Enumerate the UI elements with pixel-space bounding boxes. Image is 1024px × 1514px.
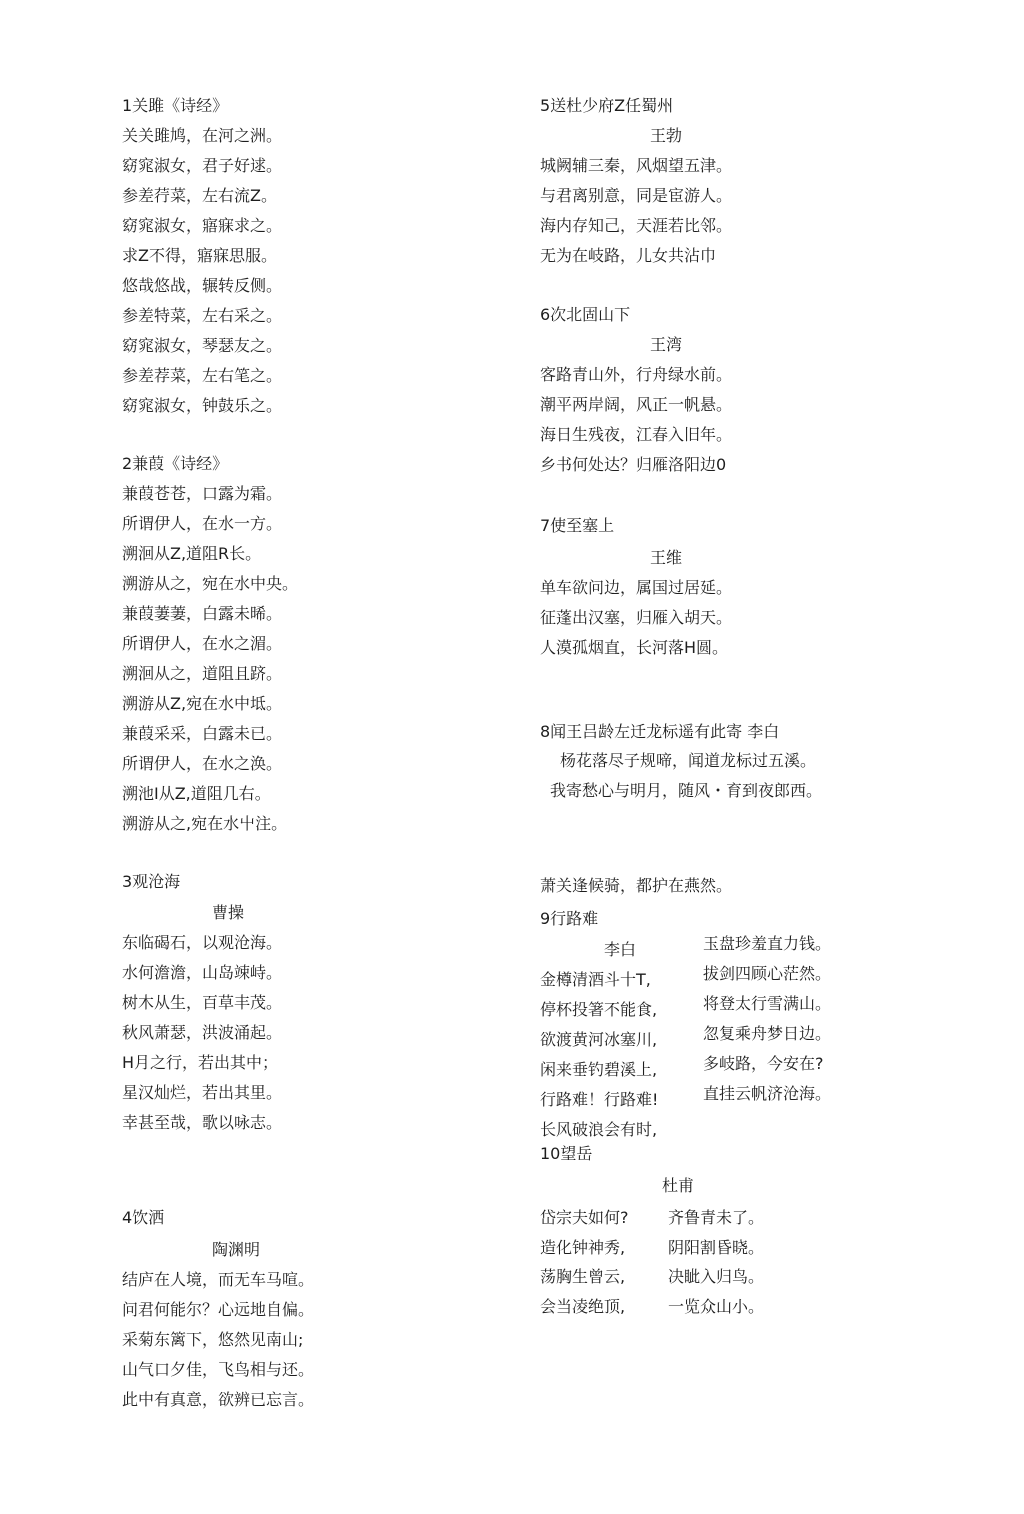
poem5-title: 5送杜少府Z任蜀州 xyxy=(540,96,674,115)
poem-line: 兼葭萋萋，白露未晞。 xyxy=(122,604,283,623)
poem-line: 树木从生，百草丰茂。 xyxy=(122,993,283,1012)
poem5-author: 王勃 xyxy=(650,126,683,145)
poem-line: 乡书何处达？归雁洛阳边0 xyxy=(540,455,727,474)
poem-line: 造化钟神秀, xyxy=(540,1238,626,1257)
poem-line: 幸甚至哉，歌以咏志。 xyxy=(122,1113,283,1132)
poem-line: 多岐路，今安在? xyxy=(703,1054,824,1073)
poem-line: 溯洄从Z,道阻R长。 xyxy=(122,544,262,563)
poem-line: 无为在岐路，儿女共沾巾 xyxy=(540,246,717,265)
poem-line: 窈窕淑女，琴瑟友之。 xyxy=(122,336,283,355)
poem-line: 海日生残夜，江春入旧年。 xyxy=(540,425,733,444)
poem1-title: 1关雎《诗经》 xyxy=(122,96,229,115)
poem-line: 决眦入归鸟。 xyxy=(668,1267,765,1286)
poem-line: 水何澹澹，山岛竦峙。 xyxy=(122,963,283,982)
poem-line: 会当凌绝顶, xyxy=(540,1297,626,1316)
poem3-title: 3观沧海 xyxy=(122,872,181,891)
poem-line: 人漠孤烟直，长河落H圆。 xyxy=(540,638,729,657)
poem-line: 窈窕淑女，君子好逑。 xyxy=(122,156,283,175)
poem9-author: 李白 xyxy=(604,940,637,959)
poem-line: 悠哉悠战，辗转反侧。 xyxy=(122,276,283,295)
poem-line: 参差荇菜，左右流Z。 xyxy=(122,186,277,205)
poem-line: 杨花落尽子规啼，闻道龙标过五溪。 xyxy=(560,751,817,770)
poem-line: 单车欲问边，属国过居延。 xyxy=(540,578,733,597)
poem4-title: 4饮洒 xyxy=(122,1208,165,1227)
poem8-title: 8闻王吕龄左迁龙标遥有此寄 李白 xyxy=(540,722,780,741)
poem7-title: 7使至塞上 xyxy=(540,516,615,535)
poem-line: 征蓬出汉塞，归雁入胡天。 xyxy=(540,608,733,627)
poem-line: 客路青山外，行舟绿水前。 xyxy=(540,365,733,384)
extra-line: 萧关逢候骑，都护在燕然。 xyxy=(540,876,733,895)
poem-line: 齐鲁青未了。 xyxy=(668,1208,765,1227)
poem-line: 拔剑四顾心茫然。 xyxy=(703,964,832,983)
poem-line: 荡胸生曾云, xyxy=(540,1267,626,1286)
poem-line: 城阙辅三秦，风烟望五津。 xyxy=(540,156,733,175)
poem7-author: 王维 xyxy=(650,548,683,567)
poem-line: 关关雎鸠，在河之洲。 xyxy=(122,126,283,145)
poem-line: 溯游从之，宛在水中央。 xyxy=(122,574,299,593)
poem6-author: 王湾 xyxy=(650,335,683,354)
poem10-author: 杜甫 xyxy=(662,1176,695,1195)
poem-line: 采菊东篱下，悠然见南山; xyxy=(122,1330,304,1349)
poem-line: 直挂云帆济沧海。 xyxy=(703,1084,832,1103)
poem-line: 溯游从Z,宛在水中坻。 xyxy=(122,694,283,713)
poem-line: 参差特菜，左右采之。 xyxy=(122,306,283,325)
poem10-title: 10望岳 xyxy=(540,1144,593,1163)
poem-line: 所谓伊人，在水一方。 xyxy=(122,514,283,533)
poem-line: 阴阳割昏晓。 xyxy=(668,1238,765,1257)
poem-line: 玉盘珍羞直力钱。 xyxy=(703,934,832,953)
poem-line: 结庐在人境，而无车马喧。 xyxy=(122,1270,315,1289)
poem6-title: 6次北固山下 xyxy=(540,305,631,324)
poem-line: 潮平两岸阔，风正一帆悬。 xyxy=(540,395,733,414)
poem2-title: 2兼葭《诗经》 xyxy=(122,454,229,473)
poem-line: 一览众山小。 xyxy=(668,1297,765,1316)
poem-line: 东临碣石，以观沧海。 xyxy=(122,933,283,952)
poem-line: 参差荐菜，左右笔之。 xyxy=(122,366,283,385)
poem-line: 忽复乘舟梦日边。 xyxy=(703,1024,832,1043)
poem-line: 金樽清酒斗十T, xyxy=(540,970,651,989)
poem-line: H月之行，若出其中； xyxy=(122,1053,279,1072)
poem-line: 问君何能尔？心远地自偏。 xyxy=(122,1300,315,1319)
poem-line: 此中有真意，欲辨已忘言。 xyxy=(122,1390,315,1409)
poem-line: 所谓伊人，在水之涣。 xyxy=(122,754,283,773)
poem-line: 溯洄从之，道阻且跻。 xyxy=(122,664,283,683)
poem-line: 窈窕淑女，寤寐求之。 xyxy=(122,216,283,235)
poem-line: 溯游从之,宛在水屮注。 xyxy=(122,814,288,833)
poem-line: 山气口夕佳，飞鸟相与还。 xyxy=(122,1360,315,1379)
poem9-title: 9行路难 xyxy=(540,909,599,928)
poem-line: 闲来垂钓碧溪上, xyxy=(540,1060,658,1079)
poem-line: 停杯投箸不能食, xyxy=(540,1000,658,1019)
poem-line: 长风破浪会有时, xyxy=(540,1120,658,1139)
poem-line: 求Z不得，寤寐思服。 xyxy=(122,246,277,265)
poem4-author: 陶渊明 xyxy=(212,1240,261,1259)
poem-line: 所谓伊人，在水之湄。 xyxy=(122,634,283,653)
poem-line: 我寄愁心与明月，随风・育到夜郎西。 xyxy=(550,781,823,800)
poem-line: 兼葭苍苍，口露为霜。 xyxy=(122,484,283,503)
poem-line: 与君离别意，同是宦游人。 xyxy=(540,186,733,205)
poem3-author: 曹操 xyxy=(212,903,245,922)
poem-line: 岱宗夫如何? xyxy=(540,1208,629,1227)
poem-line: 溯池I从Z,道阻几右。 xyxy=(122,784,271,803)
poem-line: 秋风萧瑟，洪波涌起。 xyxy=(122,1023,283,1042)
poem-line: 行路难！行路难! xyxy=(540,1090,659,1109)
poem-line: 海内存知己，天涯若比邻。 xyxy=(540,216,733,235)
poem-line: 将登太行雪满山。 xyxy=(703,994,832,1013)
poem-line: 窈窕淑女，钟鼓乐之。 xyxy=(122,396,283,415)
poem-line: 欲渡黄河冰塞川, xyxy=(540,1030,658,1049)
poem-line: 兼葭采采，白露未已。 xyxy=(122,724,283,743)
poem-line: 星汉灿烂，若出其里。 xyxy=(122,1083,283,1102)
